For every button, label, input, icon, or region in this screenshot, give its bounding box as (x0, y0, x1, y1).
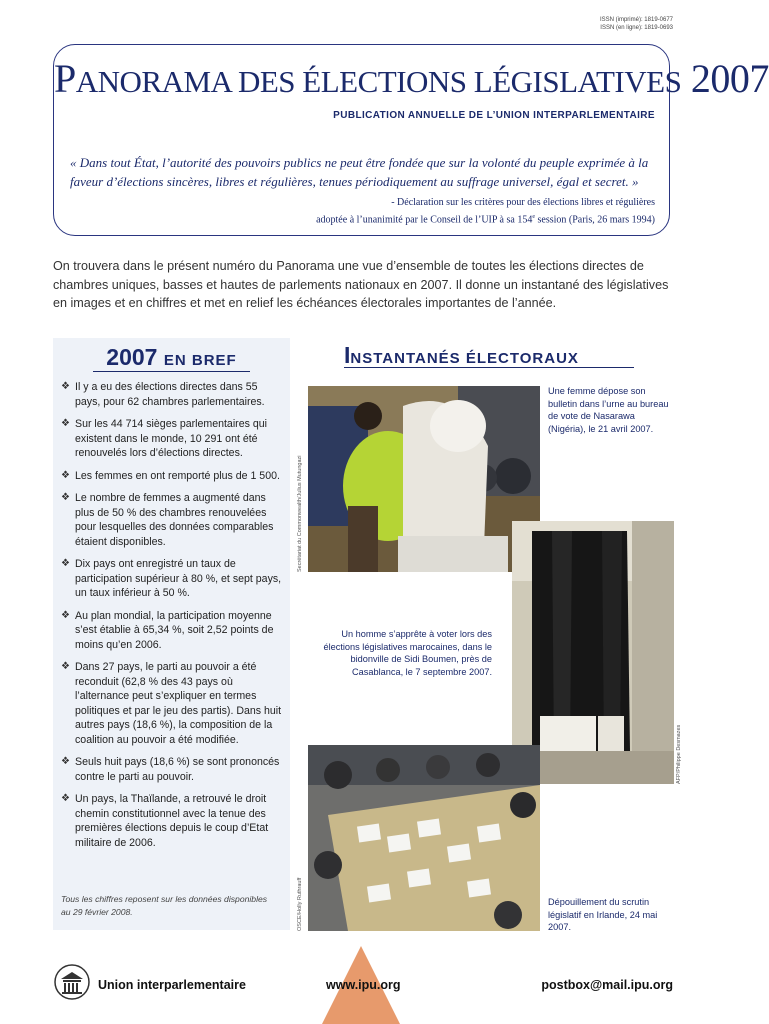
brief-item (61, 417, 282, 461)
brief-title (53, 344, 290, 371)
brief-item-text: Seuls huit pays (18,6 %) se sont prononcés contre le parti au pouvoir. (75, 756, 280, 783)
photo-ireland-caption: Dépouillement du scrutin législatif en Irlande, 24 mai 2007. (548, 897, 658, 932)
footer-org-name: Union interparlementaire (98, 978, 246, 992)
photo-nigeria (308, 386, 540, 572)
bullet-icon: ❖ (61, 661, 70, 672)
photo-nigeria-credit: Secrétariat du Commonwealth/Julius Mutungazi (297, 455, 303, 572)
brief-note: Tous les chiffres reposent sur les données disponibles au 29 février 2008. (61, 894, 268, 917)
issn-print: ISSN (imprimé): 1819-0677 (599, 17, 673, 23)
title-initial: P (54, 56, 76, 101)
footer-email-link[interactable]: postbox@mail.ipu.org (541, 978, 673, 992)
brief-list (61, 380, 282, 858)
brief-item-text: Sur les 44 714 sièges parlementaires qui existent dans le monde, 10 291 ont été renouvelés lors d’élections directes. (75, 418, 267, 459)
photo-ireland-credit: OSCE/Holly Ruthrauff (297, 877, 303, 931)
photo-morocco-credit: AFP/Philippe Desmazes (676, 724, 682, 784)
brief-item-text: Dans 27 pays, le parti au pouvoir a été reconduit (62,8 % des 43 pays où l’alternance peut s’expliquer en termes politiques et par le jeu des partis). Dans huit autres pays (18,6 %), la composition de la coalition au pouvoir a été modifiée. (75, 661, 282, 746)
subtitle: PUBLICATION ANNUELLE DE L’UNION INTERPARLEMENTAIRE (333, 110, 655, 121)
brief-title-rule (93, 371, 250, 372)
brief-title-text: EN BREF (163, 352, 237, 369)
quote-source-line2-start: adoptée à l’unanimité par le Conseil de l’UIP à sa 154 (316, 214, 533, 226)
page-title (54, 55, 769, 102)
photo-nigeria-image (308, 386, 540, 572)
bullet-icon: ❖ (61, 469, 70, 481)
brief-item (61, 557, 282, 601)
footer-website-link[interactable]: www.ipu.org (326, 978, 401, 992)
brief-item-text: Dix pays ont enregistré un taux de participation supérieur à 80 %, et sept pays, un taux inférieur à 50 %. (75, 558, 282, 599)
quote-source-line1: - Déclaration sur les critères pour des élections libres et régulières (391, 197, 655, 208)
quote-source (316, 195, 655, 227)
title-year: 2007 (690, 56, 769, 101)
snapshots-title-text: NSTANTANÉS ÉLECTORAUX (350, 350, 579, 367)
quote-source-line2 (316, 210, 655, 227)
brief-item-text: Les femmes en ont remporté plus de 1 500. (75, 469, 280, 482)
issn-online: ISSN (en ligne): 1819-0693 (600, 25, 673, 31)
brief-item-text: Un pays, la Thaïlande, a retrouvé le droit chemin constitutionnel avec la tenue des premières élections depuis le coup d’Etat militaire de 2006. (75, 793, 269, 849)
brief-item-text: Il y a eu des élections directes dans 55 pays, pour 62 chambres parlementaires. (75, 381, 265, 408)
photo-nigeria-caption: Une femme dépose son bulletin dans l’urne au bureau de vote de Nasarawa (Nigéria), le 21 avril 2007. (548, 386, 669, 434)
brief-item (61, 469, 282, 484)
bullet-icon: ❖ (61, 381, 70, 392)
brief-item (61, 609, 282, 653)
bullet-icon: ❖ (61, 418, 70, 429)
header-box (53, 44, 769, 236)
title-text: ANORAMA DES ÉLECTIONS LÉGISLATIVES (75, 64, 682, 99)
photo-morocco-caption: Un homme s’apprête à voter lors des élections législatives marocaines, dans le bidonville de Sidi Boumen, près de Casablanca, le 7 septembre 2007. (323, 629, 492, 677)
bullet-icon: ❖ (61, 492, 70, 503)
brief-item (61, 380, 282, 409)
quote-source-sup: e (532, 214, 535, 220)
snapshots-title (344, 342, 579, 369)
brief-item (61, 792, 282, 850)
brief-item (61, 755, 282, 784)
brief-item-text: Au plan mondial, la participation moyenne s’est établie à 65,34 %, soit 2,52 points de moins qu’en 2006. (75, 609, 274, 651)
brief-item-text: Le nombre de femmes a augmenté dans plus de 50 % des chambres renouvelées pour lesquelles des données comparables étaient disponibles. (75, 492, 274, 548)
quote: « Dans tout État, l’autorité des pouvoirs publics ne peut être fondée que sur la volonté du peuple exprimée à la faveur d’élections sincères, libres et régulières, tenues périodiquement au suffrage universel, égal et secret. » (70, 155, 649, 189)
brief-title-year: 2007 (106, 344, 158, 370)
photo-ireland (308, 745, 540, 931)
bullet-icon: ❖ (61, 793, 70, 804)
brief-item (61, 660, 282, 747)
bullet-icon: ❖ (61, 756, 70, 767)
issn-block (600, 16, 673, 32)
bullet-icon: ❖ (61, 609, 70, 621)
brief-item (61, 491, 282, 549)
ipu-logo (53, 963, 91, 1001)
snapshots-title-rule (344, 367, 634, 368)
bullet-icon: ❖ (61, 558, 70, 569)
brief-panel (53, 338, 290, 930)
quote-source-line2-end: session (Paris, 26 mars 1994) (535, 214, 655, 226)
intro-paragraph: On trouvera dans le présent numéro du Panorama une vue d’ensemble de toutes les élections directes de chambres uniques, basses et hautes de parlements nationaux en 2007. Il donne un instantané des législatives en images et en chiffres et met en relief les échéances électorales importantes de l’année. (53, 259, 669, 310)
snapshots-title-initial: I (344, 342, 351, 368)
photo-ireland-image (308, 745, 540, 931)
